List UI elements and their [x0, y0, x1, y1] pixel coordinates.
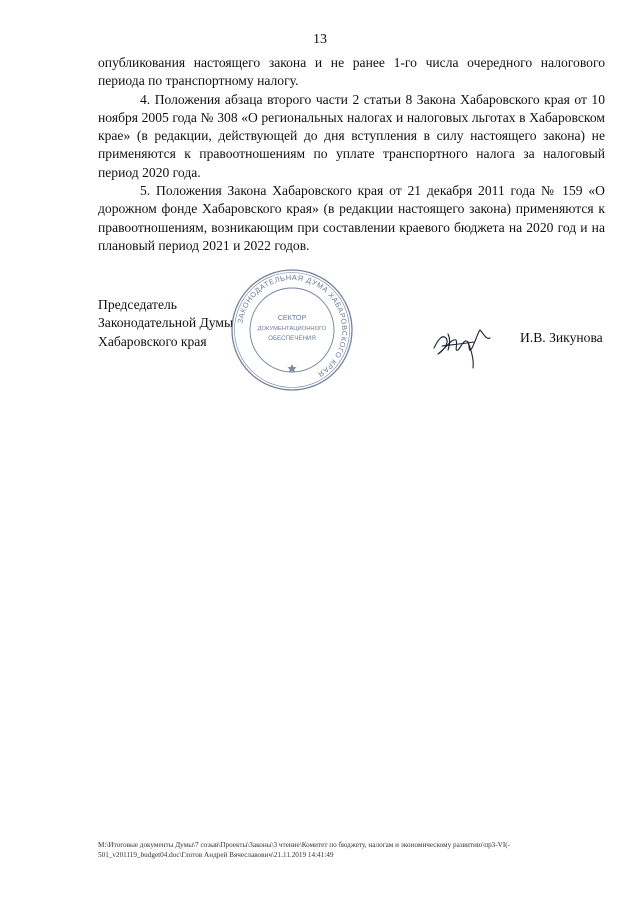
file-path-line-1: M:\Итоговые документы Думы\7 созыв\Проекты\Законы\3 чтение\Комитет по бюджету, налогам и экономическому развитию\пр3-VI(- [98, 841, 511, 849]
paragraph-item-5: 5. Положения Закона Хабаровского края от 21 декабря 2011 года № 159 «О дорожном фонде Хабаровского края» (в редакции настоящего закона) применяются к правоотношениям, возникающим при составлении краевого бюджета на 2020 год и на плановый период 2021 и 2022 годов. [98, 183, 605, 253]
file-path-footer [98, 840, 605, 860]
position-line-1: Председатель [98, 297, 177, 312]
position-line-3: Хабаровского края [98, 333, 207, 349]
position-line-2: Законодательной Думы [98, 315, 234, 331]
seal-center-line-3: ОБЕСПЕЧЕНИЯ [268, 335, 316, 342]
signer-name: И.В. Зикунова [520, 330, 603, 345]
signatory-position [98, 296, 233, 351]
seal-center-line-2: ДОКУМЕНТАЦИОННОГО [257, 326, 327, 332]
handwritten-signature [428, 318, 504, 370]
seal-star-icon [287, 364, 296, 373]
document-body [98, 54, 605, 255]
page-number: 13 [313, 32, 327, 47]
seal-ring-text: ЗАКОНОДАТЕЛЬНАЯ ДУМА ХАБАРОВСКОГО КРАЯ [235, 272, 350, 380]
seal-center-line-1: СЕКТОР [277, 313, 307, 322]
file-path-line-2: 501_v201119_budget04.doc\Глотов Андрей Вячеславович\21.11.2019 14:41:49 [98, 851, 334, 859]
official-seal [230, 268, 354, 392]
paragraph-item-4: 4. Положения абзаца второго части 2 статьи 8 Закона Хабаровского края от 10 ноября 2005 года № 308 «О региональных налогах и налоговых льготах в Хабаровском крае» (в редакции, действующей до дня вступления в силу настоящего закона) не применяются к правоотношениям по уплате транспортного налога за налоговый период 2020 года. [98, 91, 605, 180]
paragraph-continuation: опубликования настоящего закона и не ранее 1-го числа очередного налогового периода по транспортному налогу. [98, 55, 605, 89]
